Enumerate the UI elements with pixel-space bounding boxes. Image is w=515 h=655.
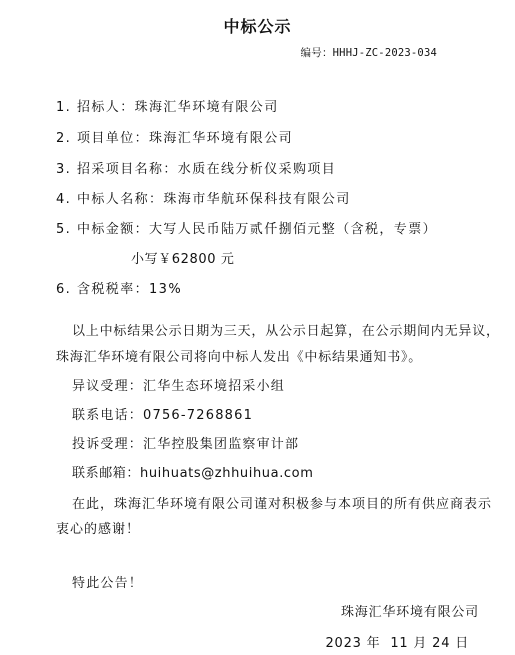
list-item (56, 188, 351, 207)
item-text: 中标金额：大写人民币陆万贰仟捌佰元整（含税，专票） (77, 222, 438, 237)
notice-paragraph-line: 以上中标结果公示日期为三天，从公示日起算，在公示期间内无异议， (72, 324, 500, 339)
page-title: 中标公示 (223, 17, 292, 36)
phone-contact: 联系电话：0756-7268861 (72, 408, 254, 423)
list-item (56, 218, 437, 237)
list-item (56, 278, 182, 297)
item-text: 招标人：珠海汇华环境有限公司 (77, 100, 279, 115)
thanks-paragraph-line: 衷心的感谢！ (56, 522, 141, 537)
list-item (56, 96, 279, 115)
item-text: 项目单位：珠海汇华环境有限公司 (77, 131, 294, 146)
item-text: 含税税率：13% (77, 282, 183, 297)
item-text: 中标人名称：珠海市华航环保科技有限公司 (77, 192, 351, 207)
list-item (56, 158, 336, 177)
notice-paragraph-line: 珠海汇华环境有限公司将向中标人发出《中标结果通知书》。 (56, 350, 423, 365)
item-number: 3. (56, 162, 72, 177)
item-number: 2. (56, 131, 72, 146)
item-text: 招采项目名称：水质在线分析仪采购项目 (77, 162, 337, 177)
email-contact: 联系邮箱：huihuats@zhhuihua.com (72, 466, 314, 481)
item-number: 5. (56, 222, 72, 237)
closing-statement: 特此公告！ (72, 576, 144, 591)
list-item (56, 127, 293, 146)
signature-company: 珠海汇华环境有限公司 (340, 605, 479, 620)
amount-lowercase: 小写￥62800 元 (131, 252, 235, 267)
complaint-contact: 投诉受理：汇华控股集团监察审计部 (72, 437, 300, 452)
thanks-paragraph-line: 在此，珠海汇华环境有限公司谨对积极参与本项目的所有供应商表示 (72, 497, 493, 512)
item-number: 4. (56, 192, 72, 207)
item-number: 1. (56, 100, 72, 115)
signature-date: 2023 年 11 月 24 日 (325, 636, 469, 651)
document-number: 编号：HHHJ-ZC-2023-034 (300, 47, 437, 59)
item-number: 6. (56, 282, 72, 297)
objection-contact: 异议受理：汇华生态环境招采小组 (72, 379, 286, 394)
